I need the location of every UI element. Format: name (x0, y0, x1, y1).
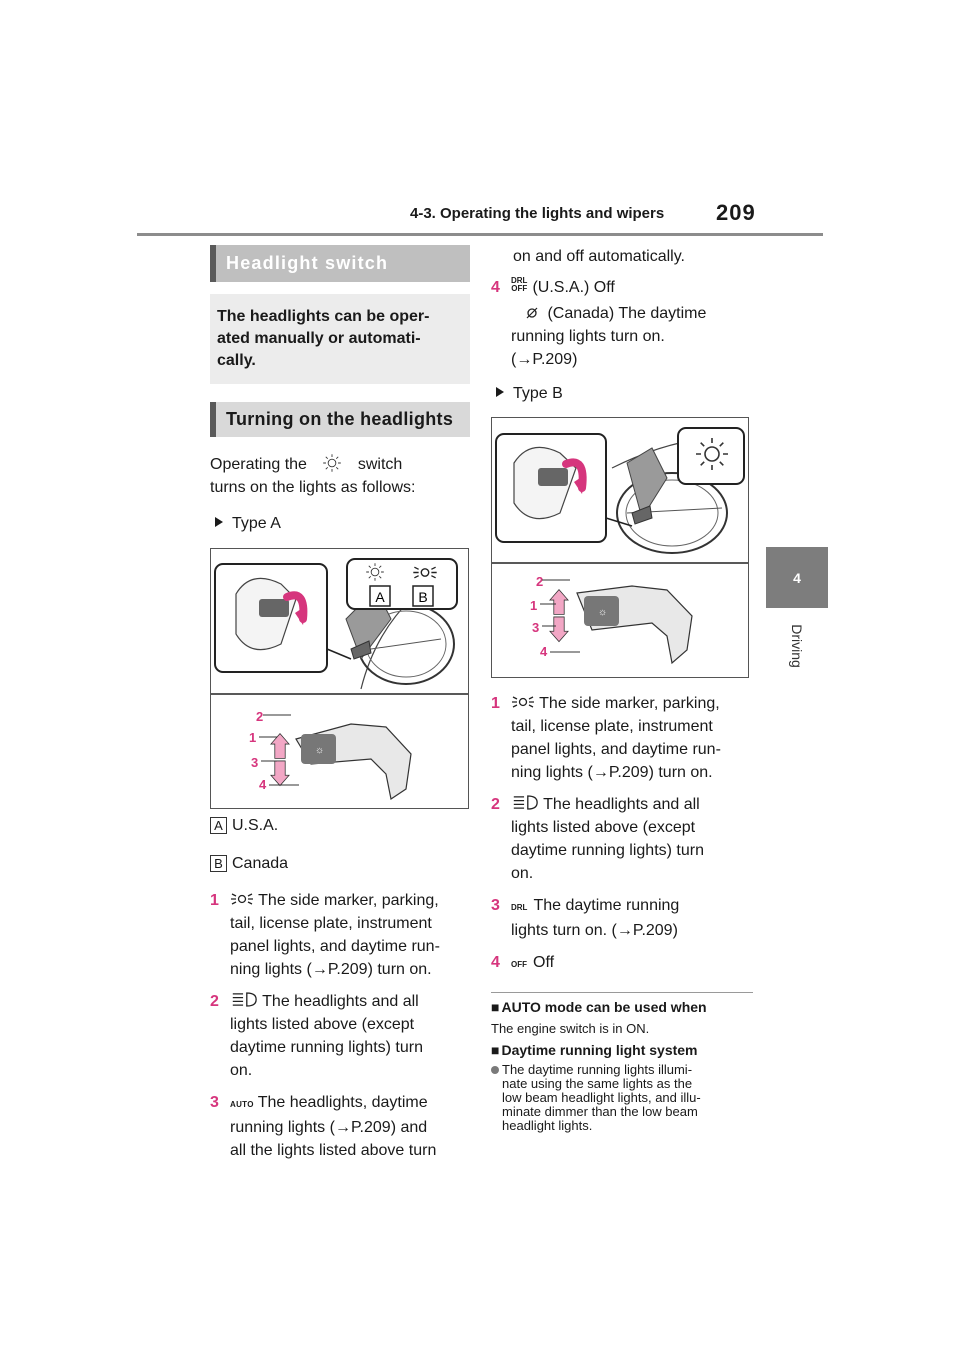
chapter-tab-label (782, 616, 812, 676)
item-line: The side marker, parking, (539, 695, 720, 712)
type-a-item-2 (210, 990, 470, 1082)
header-rule (137, 233, 823, 236)
marker-box-b: B (210, 855, 227, 872)
intro-paragraph (210, 452, 470, 499)
triangle-bullet-icon (496, 387, 504, 397)
note-heading-drl-text: Daytime running light system (501, 1042, 698, 1058)
fig-a-num-4: 4 (259, 777, 267, 792)
item-line: panel lights, and daytime run- (230, 938, 440, 955)
square-bullet-icon: ■ (491, 999, 500, 1015)
drl-off-icon-top: DRL (511, 276, 528, 285)
intro-line: The headlights can be oper- (217, 308, 430, 325)
right-column (491, 245, 753, 1133)
running-header-section: 4-3. Operating the lights and wipers (410, 205, 665, 222)
item-line: (U.S.A.) Off (532, 279, 615, 296)
intro-line: cally. (217, 352, 256, 369)
side-marker-icon (511, 694, 535, 710)
type-b-item-2 (491, 793, 753, 885)
type-a-figure (210, 548, 469, 809)
marker-box-a: A (210, 817, 227, 834)
note-line: headlight lights. (502, 1118, 593, 1133)
type-b-item-3 (491, 894, 753, 942)
round-bullet-icon (491, 1066, 499, 1074)
item-line: (→P.209) (511, 351, 578, 368)
note-line: minate dimmer than the low beam (502, 1104, 698, 1119)
item-line: daytime running lights) turn (230, 1039, 423, 1056)
chapter-tab-label-text: Driving (789, 624, 805, 668)
fig-b-num-3: 3 (532, 620, 540, 635)
fig-a-num-3: 3 (251, 755, 259, 770)
item-line: Off (533, 954, 555, 971)
note-text-auto: The engine switch is in ON. (491, 1021, 650, 1036)
light-switch-icon (311, 452, 353, 474)
type-a-illustration (211, 549, 468, 808)
headlight-icon (511, 794, 539, 811)
side-marker-icon (230, 891, 254, 907)
item-line: ning lights (→P.209) turn on. (511, 764, 713, 781)
item-line: The headlights and all (543, 796, 700, 813)
type-a-text: Type A (232, 515, 281, 532)
note-heading-auto (491, 999, 753, 1015)
headlight-icon (230, 991, 258, 1008)
marker-row-b (210, 853, 470, 875)
section-title-headlight-switch: Headlight switch (210, 245, 470, 282)
drl-off-icon-bottom: OFF (511, 284, 528, 293)
svg-text:☼: ☼ (315, 745, 325, 756)
item-number: 3 (491, 897, 500, 914)
page-number: 209 (716, 200, 756, 225)
type-b-text: Type B (513, 385, 563, 402)
fig-legend-b: B (418, 589, 428, 605)
item-line: running lights (→P.209) and (230, 1119, 428, 1136)
left-column (210, 245, 470, 1162)
fig-b-num-1: 1 (530, 598, 538, 613)
notes-rule (491, 992, 753, 993)
type-a-item-1 (210, 889, 470, 981)
intro-box (210, 294, 470, 384)
item-line: The daytime running (533, 897, 680, 914)
marker-row-a (210, 815, 470, 837)
fig-legend-a: A (375, 589, 385, 605)
svg-text:☼: ☼ (598, 607, 608, 618)
item-line: The headlights and all (262, 993, 419, 1010)
marker-text-b: Canada (232, 855, 289, 872)
item-line: (Canada) The daytime (547, 305, 707, 322)
note-line: The daytime running lights illumi- (502, 1062, 693, 1077)
item-line: The side marker, parking, (258, 892, 439, 909)
marker-text-a: U.S.A. (232, 817, 279, 834)
type-b-label (496, 383, 753, 405)
intro-line: ated manually or automati- (217, 330, 421, 347)
item-line: running lights turn on. (511, 328, 665, 345)
item-line: daytime running lights) turn (511, 842, 704, 859)
auto-icon: AUTO (230, 1100, 254, 1109)
item-line: lights listed above (except (230, 1016, 415, 1033)
para-post: switch (357, 456, 403, 473)
subsection-title-turning-on: Turning on the headlights (210, 402, 470, 437)
type-b-item-4 (491, 951, 753, 976)
para-line2: turns on the lights as follows: (210, 479, 416, 496)
fig-b-num-4: 4 (540, 644, 548, 659)
item-line: panel lights, and daytime run- (511, 741, 721, 758)
square-bullet-icon: ■ (491, 1042, 500, 1058)
item-number: 1 (210, 892, 219, 909)
item-number: 2 (210, 993, 219, 1010)
position-arrows-icon (550, 590, 568, 642)
fig-a-num-1: 1 (249, 730, 257, 745)
fig-b-num-2: 2 (536, 574, 544, 589)
note-bullet-drl (491, 1063, 753, 1133)
daytime-running-light-icon (521, 306, 543, 320)
type-a-item-3 (210, 1091, 470, 1162)
fig-a-num-2: 2 (256, 709, 264, 724)
note-heading-drl (491, 1042, 753, 1058)
item-line: on. (511, 865, 534, 882)
type-b-illustration (492, 418, 748, 677)
item-number: 2 (491, 796, 500, 813)
type-a-item-3-continued (491, 245, 753, 268)
item-line: tail, license plate, instrument (511, 718, 713, 735)
note-heading-auto-text: AUTO mode can be used when (501, 999, 707, 1015)
note-line: low beam headlight lights, and illu- (502, 1090, 701, 1105)
item-number: 3 (210, 1094, 219, 1111)
drl-off-icon (511, 277, 527, 293)
item-line: tail, license plate, instrument (230, 915, 432, 932)
type-b-figure (491, 417, 749, 678)
triangle-bullet-icon (215, 517, 223, 527)
note-line: nate using the same lights as the (502, 1076, 693, 1091)
off-icon: OFF (511, 960, 527, 969)
type-a-item-4 (491, 276, 753, 371)
drl-icon: DRL (511, 903, 528, 912)
item-line: lights listed above (except (511, 819, 696, 836)
item-line: on. (230, 1062, 253, 1079)
item-number: 4 (491, 954, 500, 971)
item-line: all the lights listed above turn (230, 1142, 437, 1159)
item-number: 1 (491, 695, 500, 712)
item-line: ning lights (→P.209) turn on. (230, 961, 432, 978)
type-a-label (215, 513, 470, 535)
chapter-tab-number: 4 (766, 547, 828, 608)
item-line: The headlights, daytime (257, 1094, 428, 1111)
item-line: on and off automatically. (513, 248, 685, 265)
position-arrows-icon (271, 734, 289, 786)
para-pre: Operating the (210, 456, 307, 473)
type-b-item-1 (491, 692, 753, 784)
item-number: 4 (491, 279, 500, 296)
item-line: lights turn on. (→P.209) (511, 922, 678, 939)
